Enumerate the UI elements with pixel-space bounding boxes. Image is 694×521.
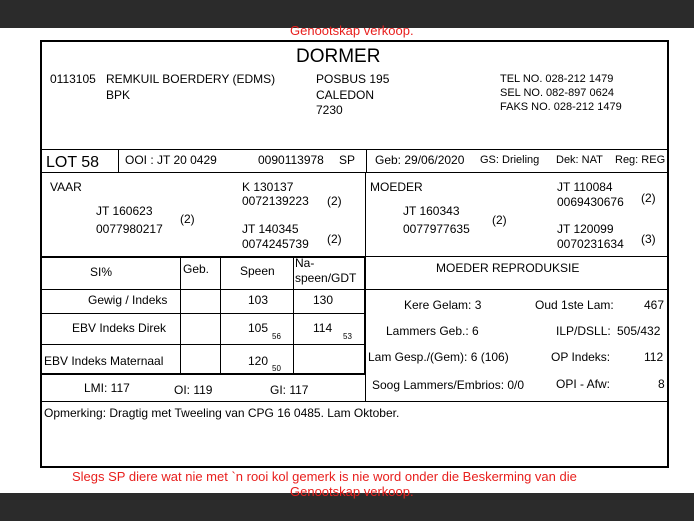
remark-top-line — [41, 401, 669, 402]
op-index-value: 112 — [644, 350, 664, 364]
sire-dam-number: 0074245739 — [242, 237, 309, 251]
si-table-top — [41, 256, 365, 258]
lot-number: LOT 58 — [46, 154, 100, 171]
dam-count: (2) — [492, 213, 507, 227]
si-col-line-2 — [220, 256, 221, 373]
si-col-line-3 — [293, 256, 294, 373]
row-weight-naspeen: 130 — [313, 293, 334, 307]
gi-value: GI: 117 — [270, 383, 309, 397]
lambs-born: Lammers Geb.: 6 — [386, 324, 479, 338]
dam-dam-number: 0070231634 — [557, 237, 624, 251]
registration-status: Reg: REG — [615, 154, 666, 166]
dam-id: JT 160343 — [403, 204, 460, 218]
sel-number: SEL NO. 082-897 0624 — [500, 87, 614, 99]
sp-marker: SP — [339, 153, 356, 167]
ilp-label: ILP/DSLL: — [556, 324, 611, 338]
divider-lot-top — [41, 149, 669, 150]
geb-header: Geb. — [183, 262, 210, 276]
si-row-line-2 — [41, 313, 365, 314]
row-maternal-speen: 120 — [248, 354, 269, 368]
row-weight-speen: 103 — [248, 293, 269, 307]
sire-sire-id: K 130137 — [242, 180, 294, 194]
registration-number: 0090113978 — [258, 153, 324, 167]
address-3: 7230 — [316, 103, 343, 117]
naspeen-header-2: speen/GDT — [295, 271, 357, 285]
naspeen-header-1: Na- — [295, 256, 315, 270]
birth-status: GS: Drieling — [480, 154, 540, 166]
ilp-value: 505/432 — [617, 324, 661, 338]
repro-title: MOEDER REPRODUKSIE — [436, 261, 580, 275]
sire-sire-count: (2) — [327, 194, 342, 208]
dam-sire-id: JT 110084 — [557, 180, 613, 194]
sire-dam-count: (2) — [327, 232, 342, 246]
sire-count: (2) — [180, 212, 195, 226]
remark-text: Opmerking: Dragtig met Tweeling van CPG 16 0485. Lam Oktober. — [44, 406, 400, 420]
si-row-line-1 — [41, 289, 669, 290]
times-lambed: Kere Gelam: 3 — [404, 298, 482, 312]
notice-bottom-1: Slegs SP diere wat nie met `n rooi kol gemerk is nie word onder die Beskerming van die — [72, 469, 577, 484]
dam-dam-id: JT 120099 — [557, 222, 614, 236]
dam-dam-count: (3) — [641, 232, 656, 246]
ewe-id: OOI : JT 20 0429 — [125, 153, 217, 167]
row-maternal-label: EBV Indeks Maternaal — [44, 354, 164, 368]
sire-sire-number: 0072139223 — [242, 194, 309, 208]
owner-name-1: REMKUIL BOERDERY (EDMS) — [106, 72, 276, 86]
first-lamb-age-value: 467 — [644, 298, 665, 312]
row-direct-naspeen-sub: 53 — [343, 332, 352, 341]
owner-name-2: BPK — [106, 88, 131, 102]
row-direct-label: EBV Indeks Direk — [72, 321, 167, 335]
op-index-label: OP Indeks: — [551, 350, 611, 364]
row-direct-naspeen: 114 — [313, 321, 333, 335]
row-weight-label: Gewig / Indeks — [88, 293, 168, 307]
lmi-value: LMI: 117 — [84, 381, 130, 395]
sire-label: VAAR — [50, 180, 82, 194]
si-col-line-1 — [180, 256, 181, 373]
sire-dam-id: JT 140345 — [242, 222, 299, 236]
opi-deviation-label: OPI - Afw: — [556, 377, 611, 391]
opi-deviation-value: 8 — [658, 377, 665, 391]
owner-code: 0113105 — [50, 72, 96, 86]
sire-id: JT 160623 — [96, 204, 153, 218]
si-table-bottom — [41, 373, 365, 375]
repro-title-top — [365, 256, 669, 257]
tel-number: TEL NO. 028-212 1479 — [500, 73, 614, 85]
dam-sire-number: 0069430676 — [557, 195, 624, 209]
mating-type: Dek: NAT — [556, 154, 603, 166]
suckling-lambs: Soog Lammers/Embrios: 0/0 — [372, 378, 525, 392]
faks-number: FAKS NO. 028-212 1479 — [500, 101, 622, 113]
row-maternal-speen-sub: 50 — [272, 364, 281, 373]
divider-lot-bottom — [41, 172, 669, 173]
divider-lot-1 — [118, 149, 119, 172]
row-direct-speen-sub: 56 — [272, 332, 281, 341]
address-1: POSBUS 195 — [316, 72, 390, 86]
notice-bottom-2: Genootskap verkoop. — [290, 484, 414, 499]
dam-label: MOEDER — [370, 180, 423, 194]
dam-number: 0077977635 — [403, 222, 470, 236]
row-direct-speen: 105 — [248, 321, 269, 335]
si-table-right — [364, 256, 366, 374]
oi-value: OI: 119 — [174, 383, 213, 397]
divider-lot-2 — [366, 149, 367, 172]
dam-sire-count: (2) — [641, 191, 656, 205]
si-row-line-3 — [41, 344, 365, 345]
birth-date: Geb: 29/06/2020 — [375, 153, 465, 167]
breed-title: DORMER — [296, 46, 381, 67]
address-2: CALEDON — [316, 88, 375, 102]
sire-number: 0077980217 — [96, 222, 163, 236]
lambs-weaned: Lam Gesp./(Gem): 6 (106) — [368, 350, 509, 364]
first-lamb-age-label: Oud 1ste Lam: — [535, 298, 614, 312]
speen-header: Speen — [240, 264, 275, 278]
notice-top: Genootskap verkoop. — [290, 23, 414, 38]
si-header: SI% — [90, 265, 113, 279]
